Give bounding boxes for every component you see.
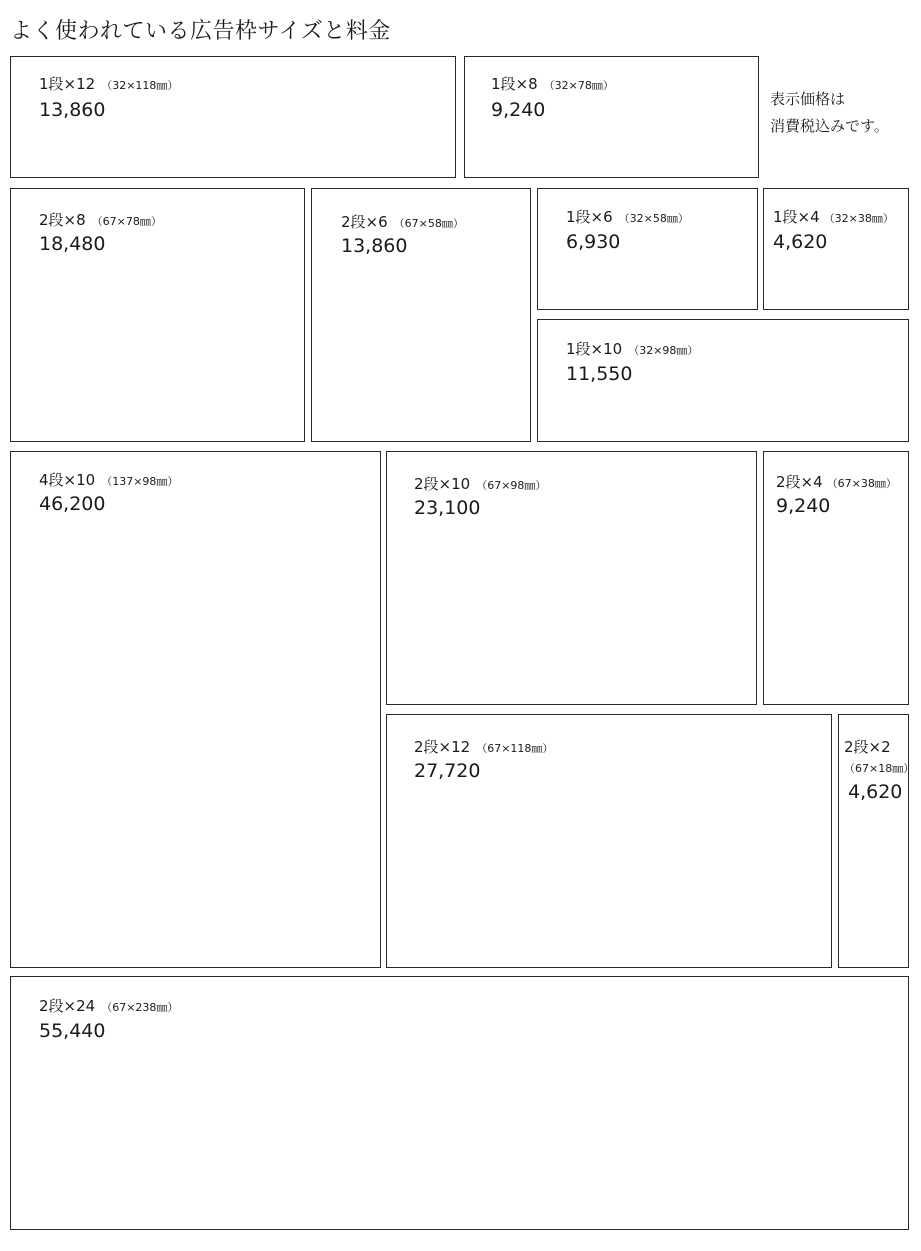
ad-dimensions: （67×238㎜） bbox=[101, 1001, 179, 1014]
ad-price: 18,480 bbox=[39, 233, 106, 255]
ad-size-label bbox=[491, 75, 614, 95]
ad-size-label bbox=[566, 340, 698, 360]
ad-dimensions: （67×58㎜） bbox=[393, 217, 464, 230]
ad-size-label bbox=[39, 471, 178, 491]
ad-dimensions: （67×78㎜） bbox=[91, 215, 162, 228]
ad-price: 4,620 bbox=[848, 781, 903, 803]
ad-price: 46,200 bbox=[39, 493, 106, 515]
ad-size-label bbox=[39, 211, 162, 231]
ad-size: 1段×6 bbox=[566, 208, 613, 226]
ad-slot-2x10 bbox=[386, 451, 757, 705]
ad-size: 2段×10 bbox=[414, 475, 471, 493]
ad-size: 2段×4 bbox=[776, 473, 823, 491]
ad-slot-2x6 bbox=[311, 188, 531, 442]
ad-size: 2段×2 bbox=[844, 738, 891, 756]
ad-slot-2x24 bbox=[10, 976, 909, 1230]
ad-slot-2x2 bbox=[838, 714, 915, 968]
ad-size: 2段×24 bbox=[39, 997, 96, 1015]
ad-slot-1x10 bbox=[537, 319, 909, 442]
ad-dimensions: （137×98㎜） bbox=[101, 475, 179, 488]
ad-size-label bbox=[39, 75, 178, 95]
ad-size-label bbox=[414, 738, 553, 758]
ad-price: 23,100 bbox=[414, 497, 481, 519]
tax-note-line-2: 消費税込みです。 bbox=[770, 117, 889, 135]
ad-price: 9,240 bbox=[776, 495, 831, 517]
ad-price: 6,930 bbox=[566, 231, 621, 253]
ad-size: 1段×4 bbox=[773, 208, 820, 226]
ad-slot-1x12 bbox=[10, 56, 456, 178]
ad-slot-1x8 bbox=[464, 56, 759, 178]
tax-note-line-1: 表示価格は bbox=[770, 90, 846, 108]
ad-dimensions: （32×98㎜） bbox=[628, 344, 699, 357]
ad-size-label bbox=[566, 208, 689, 228]
ad-price: 11,550 bbox=[566, 363, 633, 385]
ad-size: 1段×12 bbox=[39, 75, 96, 93]
ad-size-label bbox=[39, 997, 178, 1017]
ad-size-label bbox=[776, 473, 897, 493]
ad-price: 55,440 bbox=[39, 1020, 106, 1042]
ad-dimensions: （32×78㎜） bbox=[543, 79, 614, 92]
ad-size: 1段×10 bbox=[566, 340, 623, 358]
ad-price: 9,240 bbox=[491, 99, 546, 121]
ad-size-label bbox=[341, 213, 464, 233]
ad-slot-2x12 bbox=[386, 714, 832, 968]
ad-size-label bbox=[773, 208, 894, 228]
ad-dimensions: （67×118㎜） bbox=[476, 742, 554, 755]
ad-slot-1x4 bbox=[763, 188, 909, 310]
ad-dimensions: （67×38㎜） bbox=[826, 477, 897, 490]
ad-price: 13,860 bbox=[39, 99, 106, 121]
ad-dimensions: （67×98㎜） bbox=[476, 479, 547, 492]
ad-size: 2段×6 bbox=[341, 213, 388, 231]
ad-slot-2x4 bbox=[763, 451, 909, 705]
ad-price: 27,720 bbox=[414, 760, 481, 782]
ad-dimensions: （67×18㎜） bbox=[844, 762, 915, 775]
ad-dimensions: （32×58㎜） bbox=[618, 212, 689, 225]
ad-dimensions: （32×118㎜） bbox=[101, 79, 179, 92]
ad-price: 4,620 bbox=[773, 231, 828, 253]
ad-size-label bbox=[414, 475, 546, 495]
page-title: よく使われている広告枠サイズと料金 bbox=[10, 19, 391, 44]
ad-price: 13,860 bbox=[341, 235, 408, 257]
ad-dimensions: （32×38㎜） bbox=[823, 212, 894, 225]
ad-size: 2段×8 bbox=[39, 211, 86, 229]
ad-slot-4x10 bbox=[10, 451, 381, 968]
ad-size: 1段×8 bbox=[491, 75, 538, 93]
ad-slot-2x8 bbox=[10, 188, 305, 442]
tax-note bbox=[770, 86, 889, 140]
ad-size: 2段×12 bbox=[414, 738, 471, 756]
ad-slot-1x6 bbox=[537, 188, 758, 310]
ad-size: 4段×10 bbox=[39, 471, 96, 489]
